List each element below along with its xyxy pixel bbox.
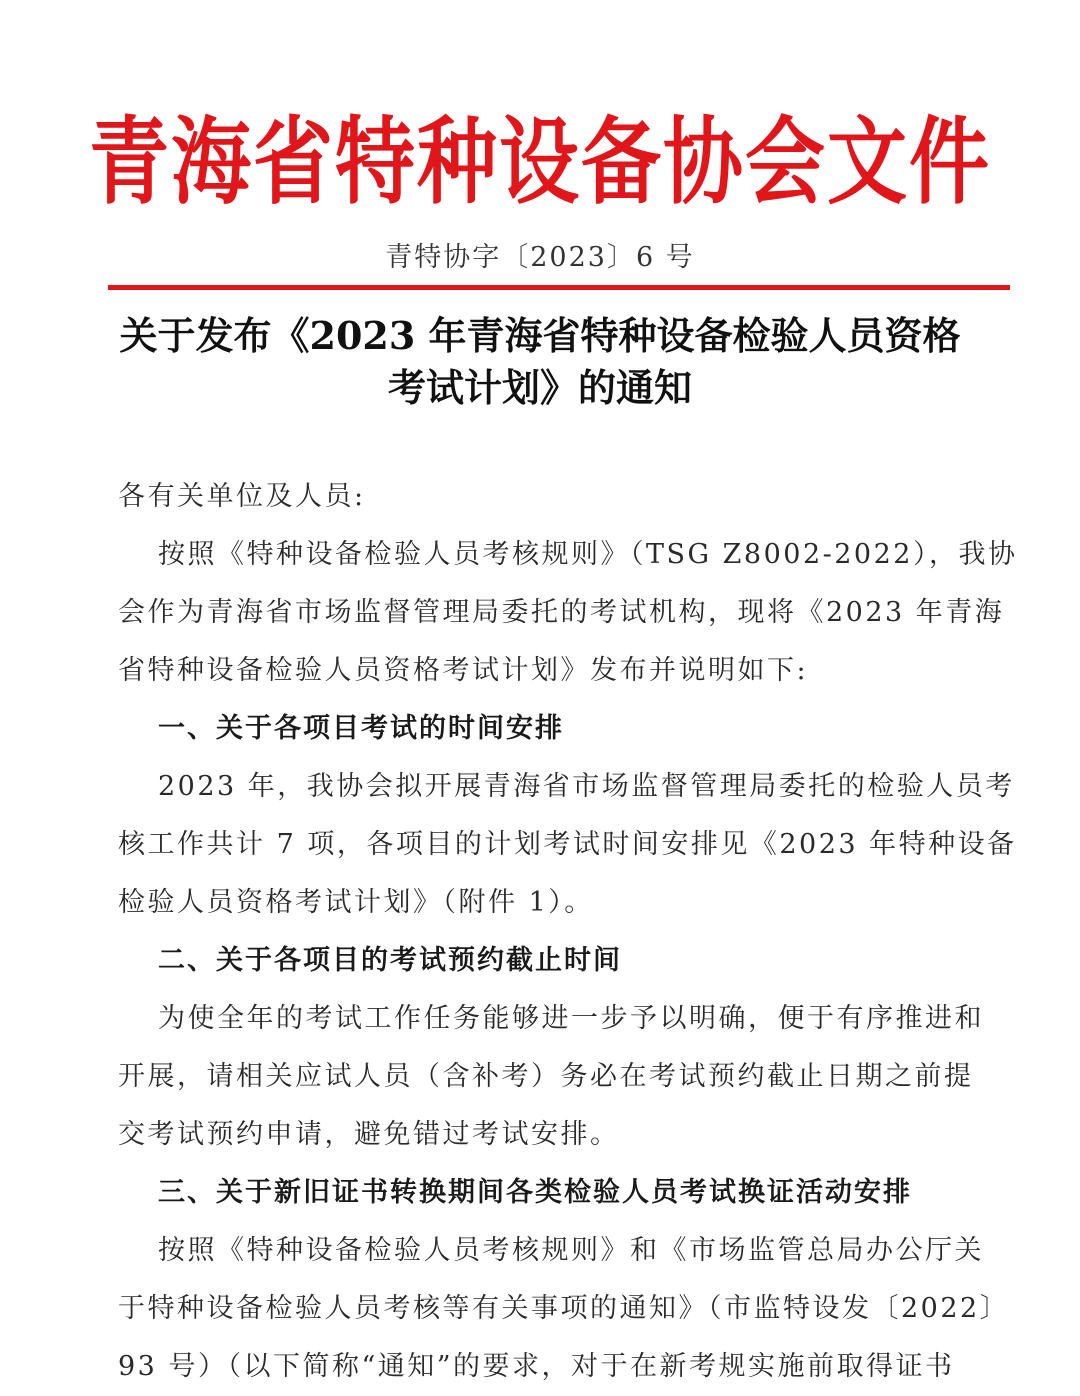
- notice-title-line-2: 考试计划》的通知: [387, 365, 692, 410]
- paragraph-2-line-2: 核工作共计 7 项，各项目的计划考试时间安排见《2023 年特种设备: [118, 829, 1017, 860]
- paragraph-1-line-1: 按照《特种设备检验人员考核规则》（TSG Z8002-2022），我协: [158, 539, 1018, 570]
- document-body: [118, 468, 1018, 1396]
- paragraph-4-line-1: 按照《特种设备检验人员考核规则》和《市场监管总局办公厅关: [158, 1235, 984, 1266]
- paragraph-1-line-2: 会作为青海省市场监督管理局委托的考试机构，现将《2023 年青海: [118, 597, 1005, 628]
- paragraph-3-line-2: 开展，请相关应试人员（含补考）务必在考试预约截止日期之前提: [118, 1061, 974, 1092]
- paragraph-3-line-1: 为使全年的考试工作任务能够进一步予以明确，便于有序推进和: [158, 1003, 984, 1034]
- org-header-title: 青海省特种设备协会文件: [89, 107, 991, 218]
- notice-title-line-1: 关于发布《2023 年青海省特种设备检验人员资格: [119, 313, 961, 358]
- paragraph-4-line-2: 于特种设备检验人员考核等有关事项的通知》（市监特设发〔2022〕: [118, 1293, 1010, 1324]
- section-3-heading: 三、关于新旧证书转换期间各类检验人员考试换证活动安排: [158, 1177, 912, 1208]
- document-number: 青特协字〔2023〕6 号: [385, 242, 695, 273]
- paragraph-4-line-3: 93 号）（以下简称“通知”的要求，对于在新考规实施前取得证书: [118, 1351, 955, 1382]
- salutation: 各有关单位及人员:: [118, 481, 366, 512]
- paragraph-2-line-1: 2023 年，我协会拟开展青海省市场监督管理局委托的检验人员考: [158, 771, 1015, 802]
- red-divider-line: [108, 285, 1010, 290]
- paragraph-1-line-3: 省特种设备检验人员资格考试计划》发布并说明如下:: [118, 655, 809, 686]
- section-2-heading: 二、关于各项目的考试预约截止时间: [158, 945, 622, 976]
- section-1-heading: 一、关于各项目考试的时间安排: [158, 713, 564, 744]
- paragraph-3-line-3: 交考试预约申请，避免错过考试安排。: [118, 1119, 620, 1150]
- paragraph-2-line-3: 检验人员资格考试计划》（附件 1）。: [118, 887, 594, 918]
- notice-title: [95, 310, 985, 414]
